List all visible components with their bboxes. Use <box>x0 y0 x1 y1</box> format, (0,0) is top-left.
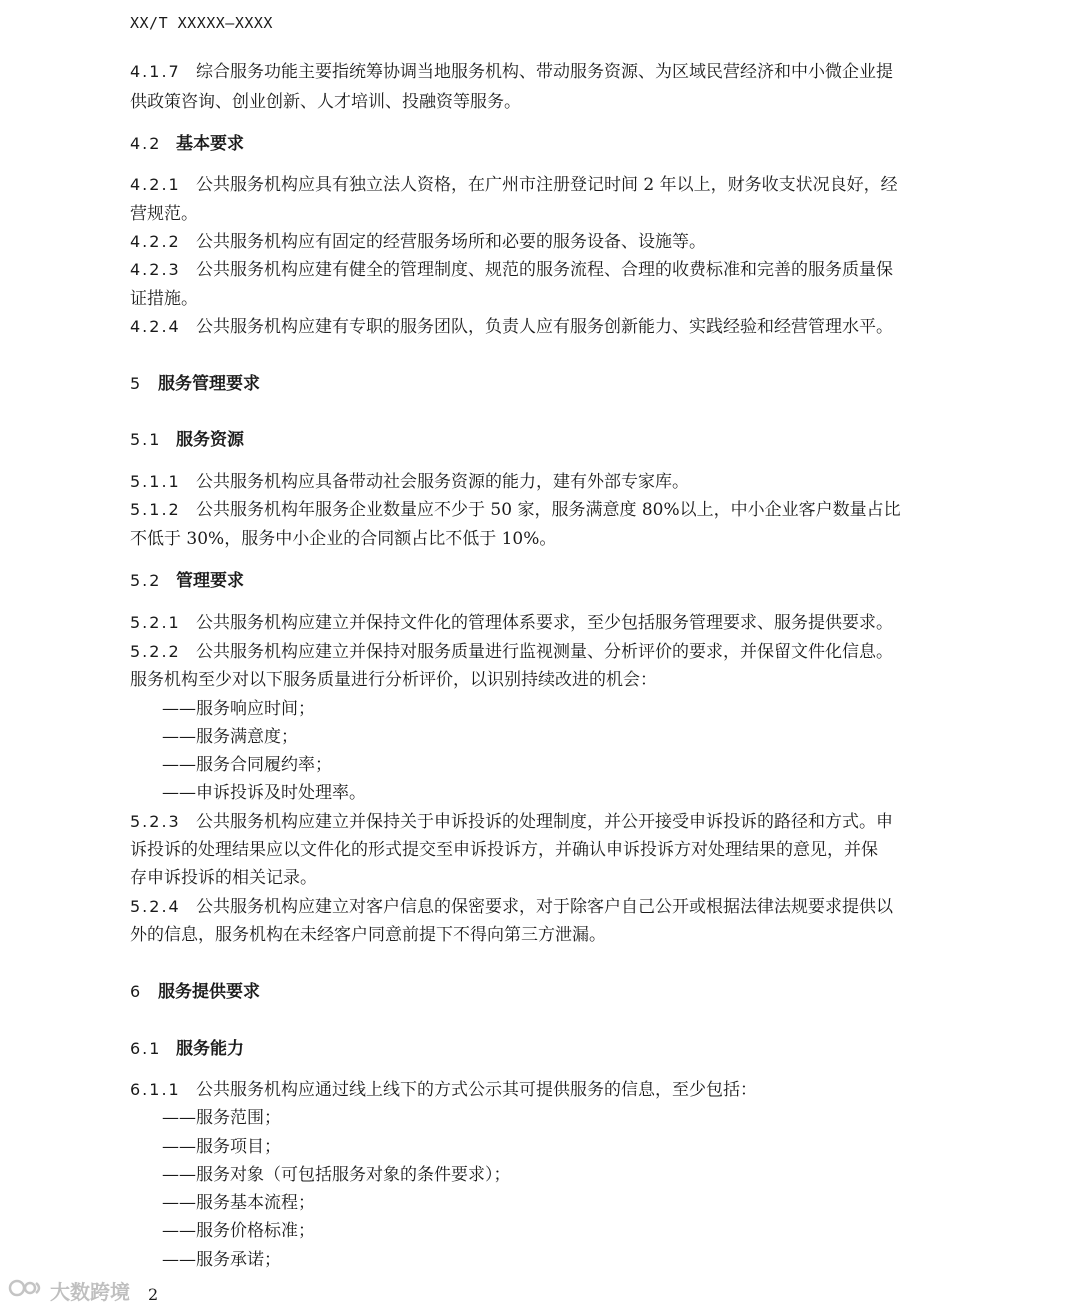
clause-5-2-3-line-1 <box>130 811 893 833</box>
section-title: 管理要求 <box>176 571 244 591</box>
clause-5-1-2-line-1 <box>130 499 901 521</box>
chapter-title: 服务管理要求 <box>158 374 260 394</box>
clause-5-1-2-line-2: 不低于 30%，服务中小企业的合同额占比不低于 10%。 <box>130 529 557 549</box>
chapter-6-heading <box>130 981 260 1003</box>
chapter-title: 服务提供要求 <box>158 982 260 1002</box>
list-item: ——服务对象（可包括服务对象的条件要求）； <box>162 1165 511 1185</box>
list-item: ——服务响应时间； <box>162 699 315 719</box>
clause-4-2-3-line-2: 证措施。 <box>130 289 198 309</box>
clause-5-2-1-line-1 <box>130 612 893 634</box>
clause-text: 公共服务机构应建立并保持关于申诉投诉的处理制度，并公开接受申诉投诉的路径和方式。申 <box>196 812 893 832</box>
clause-4-2-3-line-1 <box>130 259 893 281</box>
clause-text: 公共服务机构应具备带动社会服务资源的能力，建有外部专家库。 <box>196 472 689 492</box>
watermark <box>8 1276 130 1305</box>
clause-number: 4.1.7 <box>130 62 181 81</box>
list-item: ——服务基本流程； <box>162 1193 315 1213</box>
clause-4-2-2-line-1 <box>130 231 706 253</box>
clause-number: 4.2.4 <box>130 317 181 336</box>
clause-number: 4.2.1 <box>130 175 181 194</box>
clause-5-2-4-line-1 <box>130 896 893 918</box>
clause-text: 公共服务机构应建有专职的服务团队，负责人应有服务创新能力、实践经验和经营管理水平。 <box>196 317 893 337</box>
list-item: ——服务承诺； <box>162 1250 281 1270</box>
clause-6-1-1-line-1 <box>130 1079 757 1101</box>
section-title: 服务能力 <box>176 1039 244 1059</box>
clause-text: 公共服务机构应建有健全的管理制度、规范的服务流程、合理的收费标准和完善的服务质量保 <box>196 260 893 280</box>
clause-number: 6.1.1 <box>130 1080 181 1099</box>
section-4-2-heading <box>130 133 244 155</box>
clause-4-1-7-line-2: 供政策咨询、创业创新、人才培训、投融资等服务。 <box>130 92 521 112</box>
clause-text: 公共服务机构应通过线上线下的方式公示其可提供服务的信息，至少包括： <box>196 1080 757 1100</box>
list-item: ——服务项目； <box>162 1137 281 1157</box>
clause-number: 5.1.1 <box>130 472 181 491</box>
section-number: 6.1 <box>130 1039 162 1058</box>
watermark-text: 大数跨境 <box>50 1280 130 1304</box>
clause-text: 公共服务机构年服务企业数量应不少于 50 家，服务满意度 80%以上，中小企业客户数量占比 <box>196 500 901 520</box>
clause-5-2-4-line-2: 外的信息，服务机构在未经客户同意前提下不得向第三方泄漏。 <box>130 925 606 945</box>
chapter-5-heading <box>130 373 260 395</box>
clause-text: 公共服务机构应建立并保持文件化的管理体系要求，至少包括服务管理要求、服务提供要求。 <box>196 613 893 633</box>
chapter-number: 5 <box>130 374 143 393</box>
section-6-1-heading <box>130 1038 244 1060</box>
clause-text: 公共服务机构应有固定的经营服务场所和必要的服务设备、设施等。 <box>196 232 706 252</box>
section-title: 服务资源 <box>176 430 244 450</box>
clause-5-2-3-line-3: 存申诉投诉的相关记录。 <box>130 868 317 888</box>
clause-number: 5.1.2 <box>130 500 181 519</box>
clause-4-2-1-line-1 <box>130 174 898 196</box>
clause-text: 综合服务功能主要指统筹协调当地服务机构、带动服务资源、为区域民营经济和中小微企业提 <box>196 62 893 82</box>
list-item: ——服务满意度； <box>162 727 298 747</box>
clause-number: 5.2.2 <box>130 642 181 661</box>
list-item: ——申诉投诉及时处理率。 <box>162 783 366 803</box>
clause-number: 5.2.3 <box>130 812 181 831</box>
page-number: 2 <box>148 1285 159 1304</box>
clause-text: 公共服务机构应建立并保持对服务质量进行监视测量、分析评价的要求，并保留文件化信息。 <box>196 642 893 662</box>
clause-4-2-4-line-1 <box>130 316 893 338</box>
document-code-header: XX/T XXXXX—XXXX <box>130 14 273 32</box>
clause-5-2-2-line-1 <box>130 641 893 663</box>
section-number: 4.2 <box>130 134 162 153</box>
section-title: 基本要求 <box>176 134 244 154</box>
clause-5-1-1-line-1 <box>130 471 689 493</box>
watermark-logo-icon <box>8 1277 44 1304</box>
section-number: 5.1 <box>130 430 162 449</box>
section-5-1-heading <box>130 429 244 451</box>
chapter-number: 6 <box>130 982 143 1001</box>
clause-5-2-2-line-2: 服务机构至少对以下服务质量进行分析评价，以识别持续改进的机会： <box>130 670 657 690</box>
clause-text: 公共服务机构应建立对客户信息的保密要求，对于除客户自己公开或根据法律法规要求提供以 <box>196 897 893 917</box>
clause-4-2-1-line-2: 营规范。 <box>130 204 198 224</box>
clause-number: 4.2.3 <box>130 260 181 279</box>
clause-text: 公共服务机构应具有独立法人资格，在广州市注册登记时间 2 年以上，财务收支状况良好，经 <box>196 175 898 195</box>
clause-number: 5.2.1 <box>130 613 181 632</box>
clause-number: 5.2.4 <box>130 897 181 916</box>
list-item: ——服务价格标准； <box>162 1221 315 1241</box>
clause-number: 4.2.2 <box>130 232 181 251</box>
section-5-2-heading <box>130 570 244 592</box>
list-item: ——服务范围； <box>162 1108 281 1128</box>
clause-4-1-7-line-1 <box>130 61 893 83</box>
section-number: 5.2 <box>130 571 162 590</box>
list-item: ——服务合同履约率； <box>162 755 332 775</box>
clause-5-2-3-line-2: 诉投诉的处理结果应以文件化的形式提交至申诉投诉方，并确认申诉投诉方对处理结果的意见，并保 <box>130 840 878 860</box>
